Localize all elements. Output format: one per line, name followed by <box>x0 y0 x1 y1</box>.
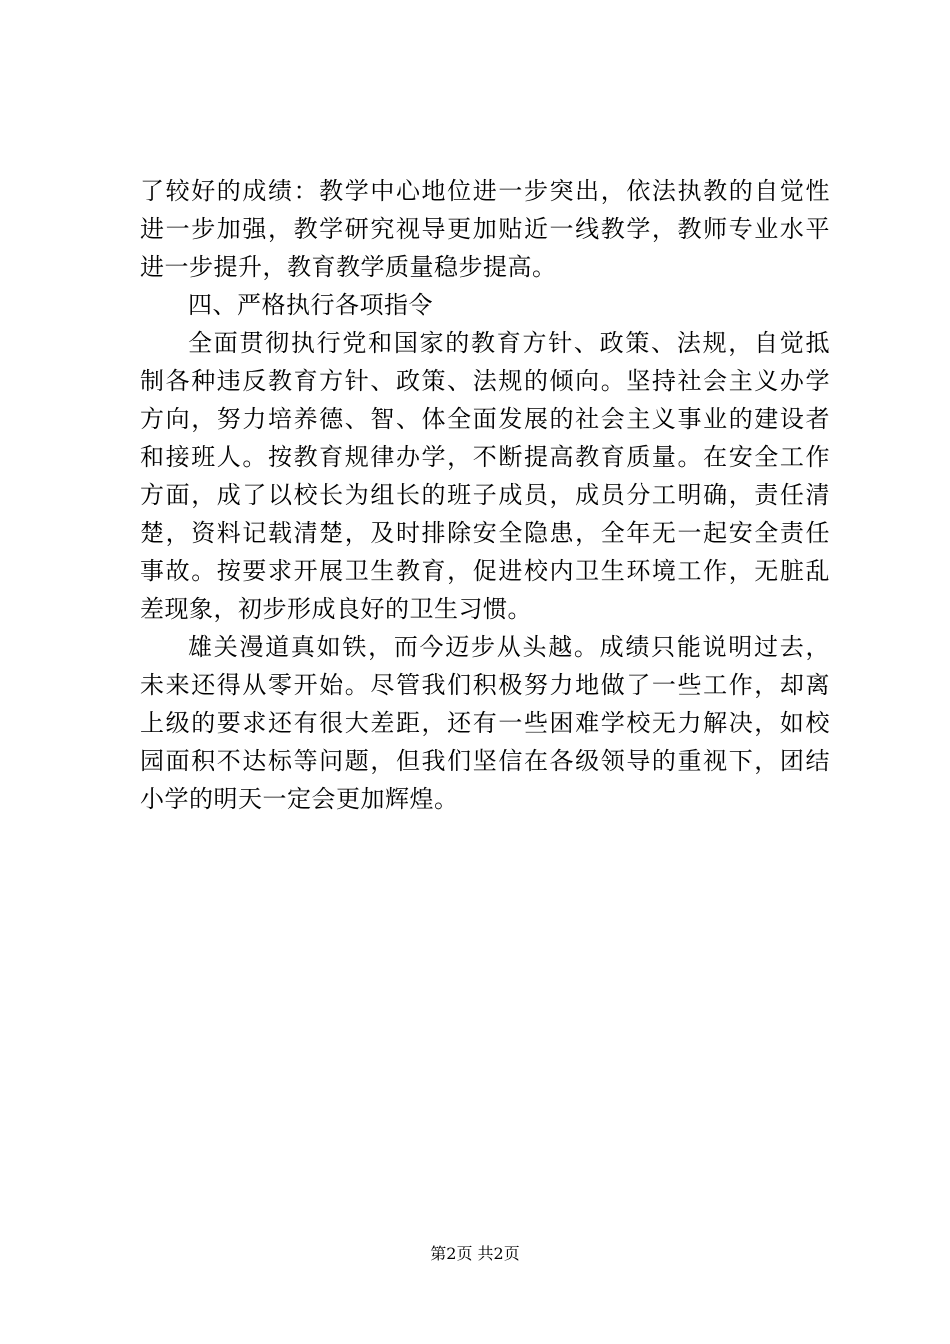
page-footer <box>0 1243 950 1265</box>
section-heading: 四、严格执行各项指令 <box>188 291 433 319</box>
page-number-label: 第2页 共2页 <box>430 1244 520 1263</box>
paragraph-line: 全面贯彻执行党和国家的教育方针、政策、法规，自觉抵 <box>188 329 830 357</box>
paragraph-line: 未来还得从零开始。尽管我们积极努力地做了一些工作，却离 <box>140 671 830 699</box>
paragraph-line: 差现象，初步形成良好的卫生习惯。 <box>140 595 532 623</box>
paragraph-line: 制各种违反教育方针、政策、法规的倾向。坚持社会主义办学 <box>140 367 830 395</box>
paragraph-line: 小学的明天一定会更加辉煌。 <box>140 785 459 813</box>
paragraph-line: 和接班人。按教育规律办学，不断提高教育质量。在安全工作 <box>140 443 830 471</box>
paragraph-line: 方向，努力培养德、智、体全面发展的社会主义事业的建设者 <box>140 405 830 433</box>
paragraph-line: 进一步提升，教育教学质量稳步提高。 <box>140 253 557 281</box>
paragraph-line: 进一步加强，教学研究视导更加贴近一线教学，教师专业水平 <box>140 215 830 243</box>
paragraph-line: 上级的要求还有很大差距，还有一些困难学校无力解决，如校 <box>140 709 830 737</box>
paragraph-line: 方面，成了以校长为组长的班子成员，成员分工明确，责任清 <box>140 481 830 509</box>
paragraph-line: 雄关漫道真如铁，而今迈步从头越。成绩只能说明过去， <box>188 633 830 661</box>
paragraph-line: 事故。按要求开展卫生教育，促进校内卫生环境工作，无脏乱 <box>140 557 830 585</box>
document-body <box>140 172 830 818</box>
paragraph-line: 园面积不达标等问题，但我们坚信在各级领导的重视下，团结 <box>140 747 830 775</box>
paragraph-line: 了较好的成绩：教学中心地位进一步突出，依法执教的自觉性 <box>140 177 830 205</box>
paragraph-line: 楚，资料记载清楚，及时排除安全隐患，全年无一起安全责任 <box>140 519 830 547</box>
